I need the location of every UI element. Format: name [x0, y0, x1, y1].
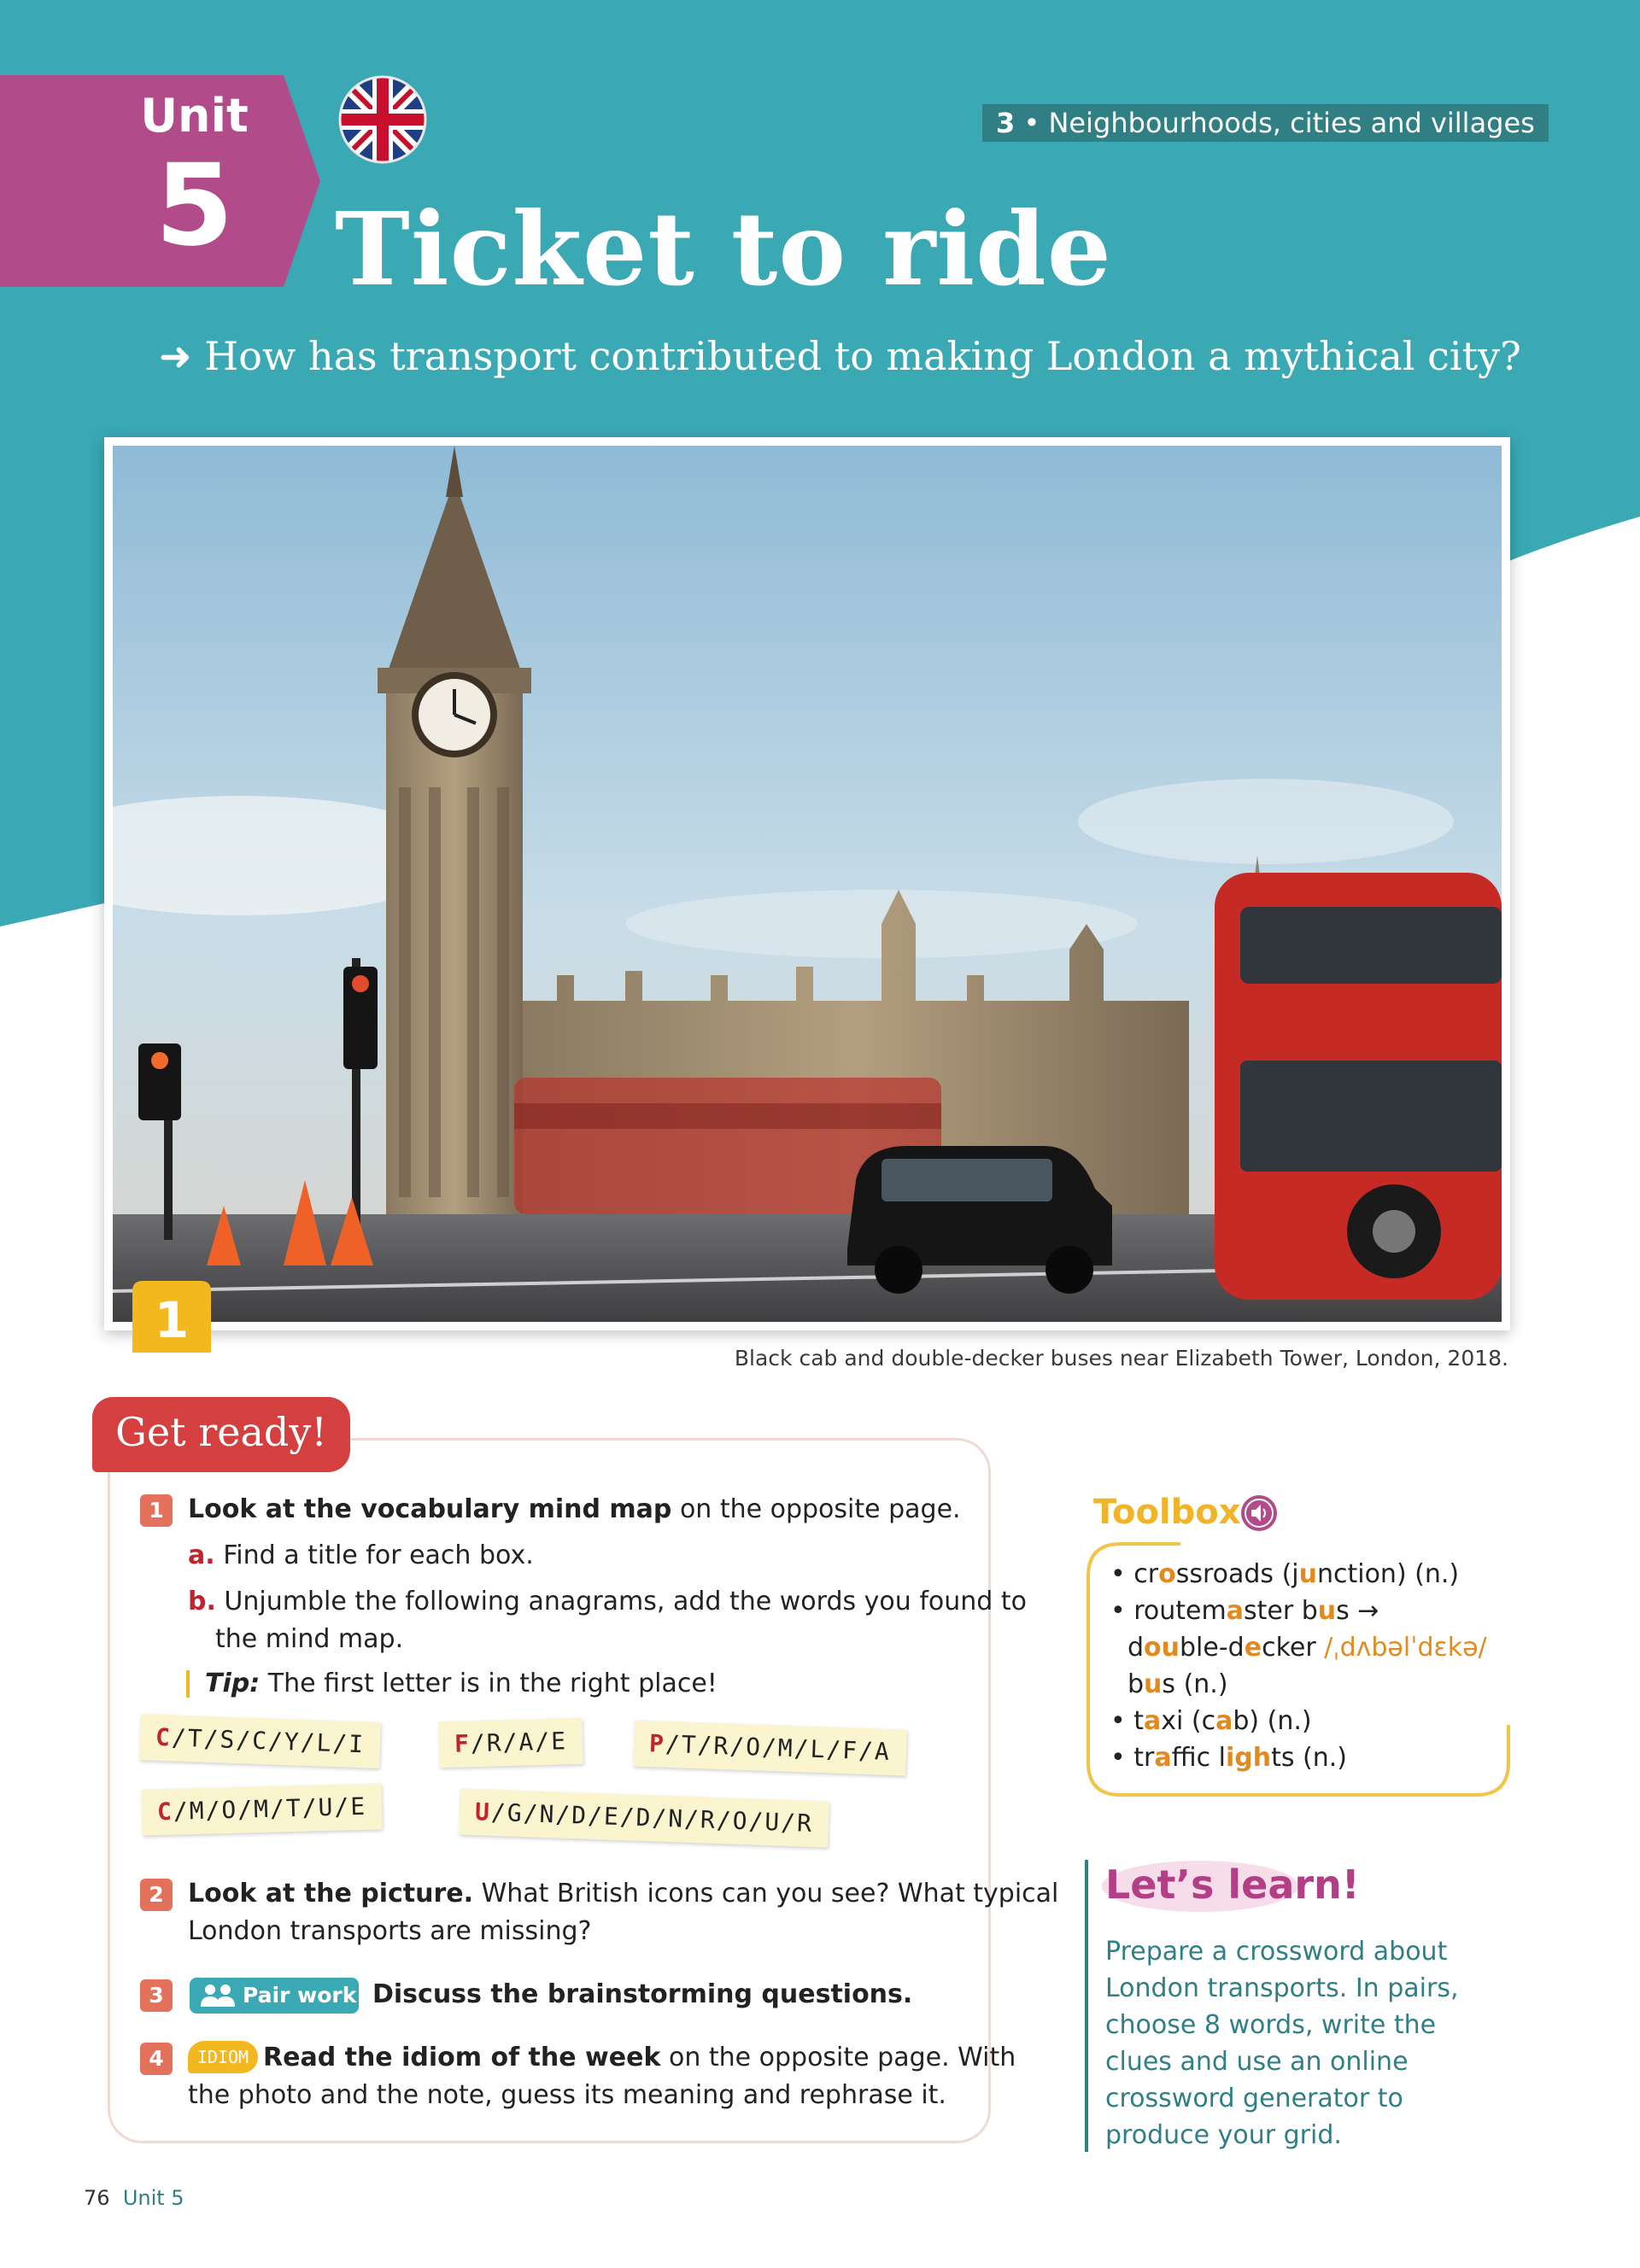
task-2-rest: What British icons can you see? What typical	[473, 1879, 1059, 1909]
anagram-tile	[141, 1783, 382, 1835]
task-4-number: 4	[140, 2043, 173, 2075]
task-2-text	[188, 1875, 1058, 1913]
task-2-number: 2	[140, 1879, 173, 1911]
task-4-text	[263, 2039, 1016, 2077]
task-1a-text: Find a title for each box.	[223, 1540, 534, 1570]
anagram-tile	[633, 1720, 907, 1775]
toolbox-item: • traffic lights (n.)	[1110, 1743, 1347, 1773]
photo-number-badge	[132, 1281, 211, 1353]
pair-work-icon	[198, 1983, 237, 2008]
tip-label: Tip:	[205, 1669, 261, 1698]
task-1-text	[188, 1491, 961, 1529]
toolbox-item: • routemaster bus →	[1110, 1596, 1379, 1626]
anagram-rest: /M/O/M/T/U/E	[173, 1792, 367, 1826]
pair-work-label: Pair work	[243, 1983, 357, 2008]
task-2-bold: Look at the picture.	[188, 1879, 474, 1909]
task-1a	[188, 1537, 534, 1575]
tip-text: The first letter is in the right place!	[260, 1669, 718, 1698]
anagram-rest: /T/R/O/M/L/F/A	[665, 1729, 892, 1766]
task-1-bold: Look at the vocabulary mind map	[188, 1494, 672, 1524]
task-2-line2: London transports are missing?	[188, 1916, 592, 1946]
uk-flag-icon	[338, 75, 427, 164]
task-4-line2: the photo and the note, guess its meaning and rephrase it.	[188, 2080, 946, 2110]
anagram-first-letter: C	[155, 1722, 173, 1752]
footer-unit: Unit 5	[122, 2186, 184, 2210]
lets-learn-text: Prepare a crossword about London transports. In pairs, choose 8 words, write the clues and use an online crossword generator to produce your grid.	[1105, 1937, 1459, 2150]
task-1b	[188, 1583, 1027, 1621]
pair-work-badge	[190, 1978, 359, 2014]
task-1b-letter: b.	[188, 1587, 216, 1616]
page-footer	[84, 2186, 184, 2210]
toolbox-phonetic: /ˌdʌbəlˈdɛkə/	[1324, 1633, 1487, 1663]
lets-learn-title: Let’s learn!	[1105, 1862, 1360, 1908]
tip	[205, 1665, 718, 1703]
task-3-text	[372, 1976, 912, 2014]
tip-marker	[186, 1670, 190, 1698]
anagram-tile	[438, 1718, 583, 1768]
toolbox-item: • crossroads (junction) (n.)	[1110, 1559, 1460, 1589]
toolbox-item: • taxi (cab) (n.)	[1110, 1706, 1312, 1736]
anagram-first-letter: C	[156, 1797, 174, 1827]
section-number: 3	[996, 107, 1016, 139]
anagram-tile	[139, 1714, 381, 1768]
page-title: Ticket to ride	[335, 190, 1112, 308]
task-4-bold: Read the idiom of the week	[263, 2043, 661, 2072]
idiom-badge: IDIOM	[188, 2041, 258, 2073]
task-1b-text-line2: the mind map.	[215, 1624, 404, 1654]
task-1-number: 1	[140, 1494, 173, 1527]
photo-number: 1	[154, 1291, 190, 1349]
anagram-rest: /T/S/C/Y/L/I	[171, 1723, 366, 1759]
anagram-first-letter: P	[648, 1729, 666, 1758]
task-1b-text-line1: Unjumble the following anagrams, add the words you found to	[224, 1587, 1027, 1616]
guiding-question: ➜ How has transport contributed to making London a mythical city?	[159, 333, 1521, 379]
toolbox-title: Toolbox	[1093, 1493, 1241, 1532]
speaker-icon[interactable]	[1240, 1494, 1278, 1532]
unit-label: Unit	[140, 89, 249, 143]
london-photo	[113, 446, 1502, 1322]
anagram-first-letter: F	[454, 1729, 472, 1758]
unit-number: 5	[155, 140, 234, 272]
section-tag	[982, 104, 1549, 142]
toolbox-item: double-decker /ˌdʌbəlˈdɛkə/	[1128, 1633, 1487, 1663]
toolbox-item: bus (n.)	[1128, 1669, 1228, 1699]
lets-learn-rule	[1085, 1860, 1088, 2152]
task-4-rest: on the opposite page. With	[660, 2043, 1016, 2072]
anagram-first-letter: U	[474, 1797, 492, 1827]
section-title: • Neighbourhoods, cities and villages	[1023, 107, 1535, 139]
anagram-rest: /R/A/E	[470, 1727, 568, 1758]
get-ready-heading: Get ready!	[115, 1409, 327, 1455]
anagram-rest: /G/N/D/E/D/N/R/O/U/R	[490, 1797, 814, 1838]
task-1a-letter: a.	[188, 1540, 215, 1570]
page-number: 76	[84, 2186, 110, 2210]
task-3-bold: Discuss the brainstorming questions.	[372, 1979, 913, 2009]
task-3-number: 3	[140, 1979, 173, 2012]
task-1-rest: on the opposite page.	[671, 1494, 961, 1524]
photo-caption: Black cab and double-decker buses near Elizabeth Tower, London, 2018.	[734, 1346, 1508, 1371]
